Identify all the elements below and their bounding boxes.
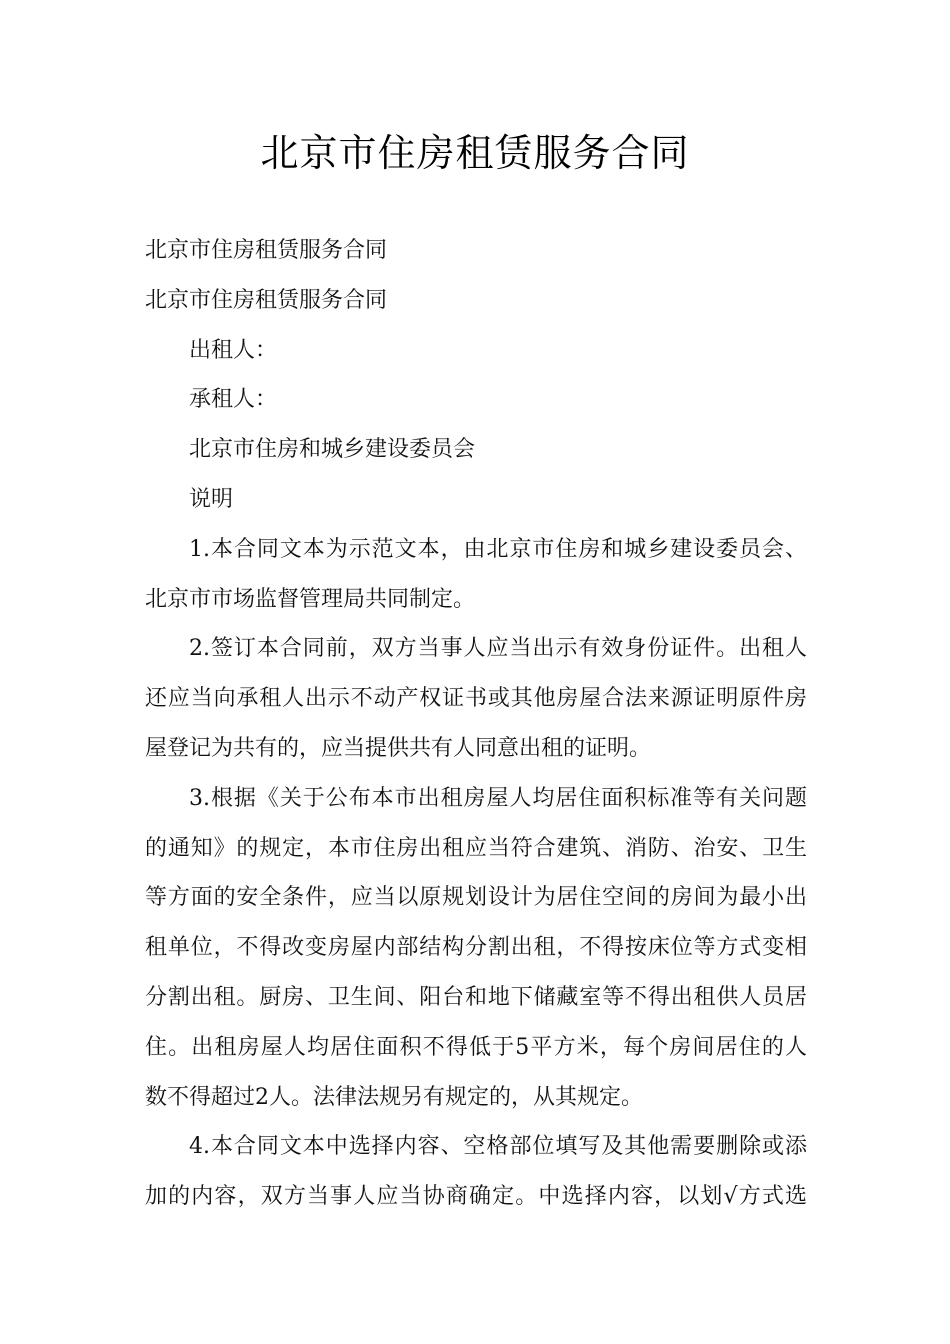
paragraph-line: 住。出租房屋人均居住面积不得低于5平方米，每个房间居住的人 <box>145 1034 807 1060</box>
paragraph-line: 1.本合同文本为示范文本，由北京市住房和城乡建设委员会、 <box>189 536 807 562</box>
paragraph-line: 数不得超过2人。法律法规另有规定的，从其规定。 <box>145 1084 643 1110</box>
paragraph-line: 的通知》的规定，本市住房出租应当符合建筑、消防、治安、卫生 <box>145 835 807 861</box>
paragraph-line: 租单位，不得改变房屋内部结构分割出租，不得按床位等方式变相 <box>145 935 807 961</box>
paragraph-line: 3.根据《关于公布本市出租房屋人均居住面积标准等有关问题 <box>189 785 807 811</box>
paragraph-line: 4.本合同文本中选择内容、空格部位填写及其他需要删除或添 <box>189 1134 807 1160</box>
lessor-label: 出租人： <box>189 337 278 363</box>
section-heading: 说明 <box>189 486 234 512</box>
subtitle-line: 北京市住房租赁服务合同 <box>145 238 388 263</box>
paragraph-line: 还应当向承租人出示不动产权证书或其他房屋合法来源证明原件房 <box>145 686 807 712</box>
document-title: 北京市住房租赁服务合同 <box>260 131 690 175</box>
paragraph-line: 2.签订本合同前，双方当事人应当出示有效身份证件。出租人 <box>189 636 807 662</box>
issuer-line: 北京市住房和城乡建设委员会 <box>189 437 476 463</box>
paragraph-line: 分割出租。厨房、卫生间、阳台和地下储藏室等不得出租供人员居 <box>145 984 807 1010</box>
document-body <box>145 226 807 1222</box>
subtitle-line: 北京市住房租赁服务合同 <box>145 287 388 313</box>
paragraph-line: 等方面的安全条件，应当以原规划设计为居住空间的房间为最小出 <box>145 885 807 911</box>
paragraph-line: 加的内容，双方当事人应当协商确定。中选择内容，以划√方式选 <box>145 1184 807 1210</box>
paragraph-line: 屋登记为共有的，应当提供共有人同意出租的证明。 <box>145 735 652 761</box>
lessee-label: 承租人： <box>189 387 278 413</box>
paragraph-line: 北京市市场监督管理局共同制定。 <box>145 586 476 612</box>
